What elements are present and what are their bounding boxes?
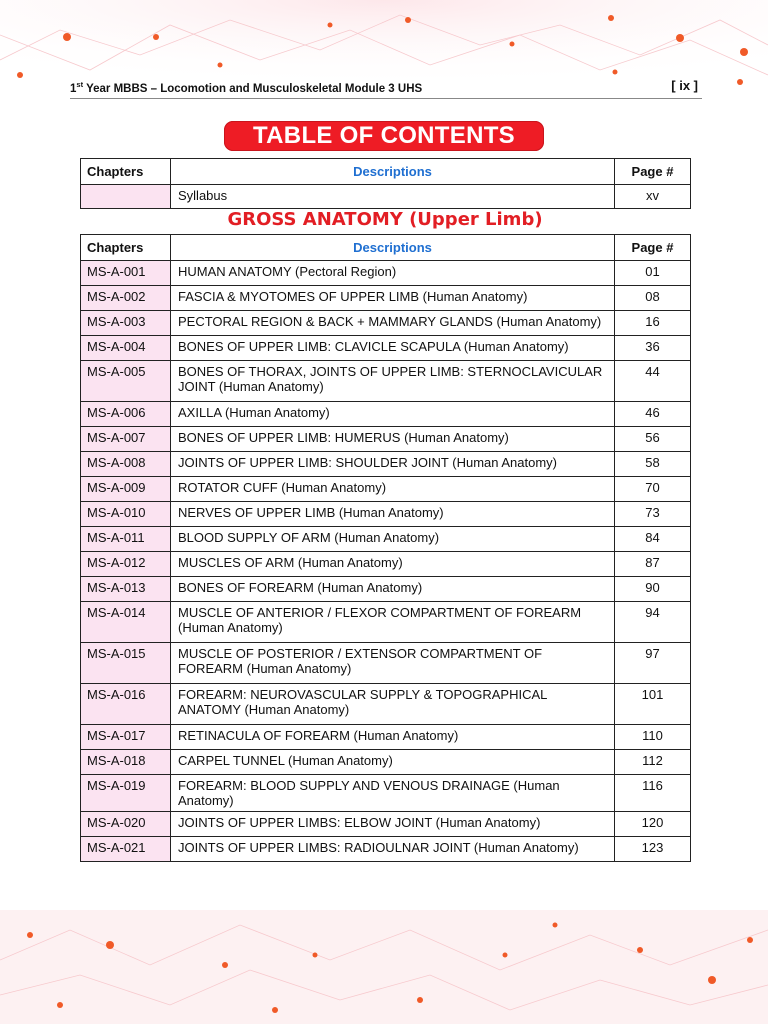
chapter-cell: MS-A-018 bbox=[81, 750, 171, 775]
page-cell: 16 bbox=[615, 311, 691, 336]
chapter-cell: MS-A-016 bbox=[81, 684, 171, 725]
description-cell: CARPEL TUNNEL (Human Anatomy) bbox=[171, 750, 615, 775]
section-title: GROSS ANATOMY (Upper Limb) bbox=[227, 209, 543, 230]
table-row bbox=[81, 812, 691, 837]
table-row bbox=[81, 185, 691, 209]
page-cell: 58 bbox=[615, 452, 691, 477]
page-header bbox=[70, 80, 700, 96]
page-cell: 112 bbox=[615, 750, 691, 775]
page-cell: 70 bbox=[615, 477, 691, 502]
chapter-cell: MS-A-020 bbox=[81, 812, 171, 837]
table-row bbox=[81, 502, 691, 527]
description-cell: Syllabus bbox=[171, 185, 615, 209]
description-cell: BLOOD SUPPLY OF ARM (Human Anatomy) bbox=[171, 527, 615, 552]
description-cell: JOINTS OF UPPER LIMB: SHOULDER JOINT (Human Anatomy) bbox=[171, 452, 615, 477]
table-row bbox=[81, 684, 691, 725]
table-row bbox=[81, 602, 691, 643]
page-cell: 90 bbox=[615, 577, 691, 602]
page-number: [ ix ] bbox=[671, 78, 698, 93]
descriptions-header: Descriptions bbox=[171, 235, 615, 261]
page-cell: 36 bbox=[615, 336, 691, 361]
table-row bbox=[81, 725, 691, 750]
description-cell: RETINACULA OF FOREARM (Human Anatomy) bbox=[171, 725, 615, 750]
chapter-cell: MS-A-002 bbox=[81, 286, 171, 311]
chapter-cell: MS-A-019 bbox=[81, 775, 171, 812]
page-cell: 08 bbox=[615, 286, 691, 311]
table-row bbox=[81, 427, 691, 452]
description-cell: PECTORAL REGION & BACK + MAMMARY GLANDS (Human Anatomy) bbox=[171, 311, 615, 336]
chapter-cell: MS-A-006 bbox=[81, 402, 171, 427]
table-row bbox=[81, 261, 691, 286]
description-cell: FOREARM: NEUROVASCULAR SUPPLY & TOPOGRAPHICAL ANATOMY (Human Anatomy) bbox=[171, 684, 615, 725]
chapter-cell: MS-A-008 bbox=[81, 452, 171, 477]
description-cell: BONES OF UPPER LIMB: HUMERUS (Human Anatomy) bbox=[171, 427, 615, 452]
page-header-cell: Page # bbox=[615, 159, 691, 185]
description-cell: AXILLA (Human Anatomy) bbox=[171, 402, 615, 427]
table-row bbox=[81, 336, 691, 361]
page-cell: 97 bbox=[615, 643, 691, 684]
chapter-cell: MS-A-021 bbox=[81, 837, 171, 862]
page-cell: 87 bbox=[615, 552, 691, 577]
table-row bbox=[81, 527, 691, 552]
table-row bbox=[81, 577, 691, 602]
header-title: 1st Year MBBS – Locomotion and Musculoskeletal Module 3 UHS bbox=[70, 80, 423, 95]
table-row bbox=[81, 775, 691, 812]
page-cell: 123 bbox=[615, 837, 691, 862]
table-row bbox=[81, 452, 691, 477]
chapter-cell bbox=[81, 185, 171, 209]
toc-title: TABLE OF CONTENTS bbox=[224, 121, 544, 151]
contents-table bbox=[80, 234, 691, 862]
intro-table bbox=[80, 158, 691, 209]
table-row bbox=[81, 286, 691, 311]
table-row bbox=[81, 311, 691, 336]
description-cell: HUMAN ANATOMY (Pectoral Region) bbox=[171, 261, 615, 286]
chapter-cell: MS-A-001 bbox=[81, 261, 171, 286]
page-cell: 56 bbox=[615, 427, 691, 452]
header-divider bbox=[70, 98, 702, 99]
chapters-header: Chapters bbox=[81, 159, 171, 185]
table-row bbox=[81, 643, 691, 684]
chapter-cell: MS-A-017 bbox=[81, 725, 171, 750]
table-row bbox=[81, 361, 691, 402]
page-cell: 73 bbox=[615, 502, 691, 527]
chapter-cell: MS-A-012 bbox=[81, 552, 171, 577]
page-cell: xv bbox=[615, 185, 691, 209]
table-row bbox=[81, 477, 691, 502]
description-cell: MUSCLES OF ARM (Human Anatomy) bbox=[171, 552, 615, 577]
page-cell: 116 bbox=[615, 775, 691, 812]
page-header-cell: Page # bbox=[615, 235, 691, 261]
contents-table-header bbox=[81, 235, 691, 261]
table-row bbox=[81, 402, 691, 427]
descriptions-header: Descriptions bbox=[171, 159, 615, 185]
chapter-cell: MS-A-015 bbox=[81, 643, 171, 684]
description-cell: FASCIA & MYOTOMES OF UPPER LIMB (Human Anatomy) bbox=[171, 286, 615, 311]
description-cell: NERVES OF UPPER LIMB (Human Anatomy) bbox=[171, 502, 615, 527]
intro-table-header bbox=[81, 159, 691, 185]
table-row bbox=[81, 837, 691, 862]
page-cell: 84 bbox=[615, 527, 691, 552]
chapter-cell: MS-A-010 bbox=[81, 502, 171, 527]
chapter-cell: MS-A-003 bbox=[81, 311, 171, 336]
chapter-cell: MS-A-011 bbox=[81, 527, 171, 552]
description-cell: FOREARM: BLOOD SUPPLY AND VENOUS DRAINAGE (Human Anatomy) bbox=[171, 775, 615, 812]
chapter-cell: MS-A-013 bbox=[81, 577, 171, 602]
description-cell: JOINTS OF UPPER LIMBS: RADIOULNAR JOINT (Human Anatomy) bbox=[171, 837, 615, 862]
description-cell: MUSCLE OF POSTERIOR / EXTENSOR COMPARTMENT OF FOREARM (Human Anatomy) bbox=[171, 643, 615, 684]
description-cell: BONES OF THORAX, JOINTS OF UPPER LIMB: STERNOCLAVICULAR JOINT (Human Anatomy) bbox=[171, 361, 615, 402]
page-cell: 94 bbox=[615, 602, 691, 643]
page-cell: 101 bbox=[615, 684, 691, 725]
table-row bbox=[81, 552, 691, 577]
description-cell: BONES OF FOREARM (Human Anatomy) bbox=[171, 577, 615, 602]
page-cell: 120 bbox=[615, 812, 691, 837]
chapter-cell: MS-A-005 bbox=[81, 361, 171, 402]
page-cell: 46 bbox=[615, 402, 691, 427]
page-cell: 01 bbox=[615, 261, 691, 286]
description-cell: ROTATOR CUFF (Human Anatomy) bbox=[171, 477, 615, 502]
description-cell: JOINTS OF UPPER LIMBS: ELBOW JOINT (Human Anatomy) bbox=[171, 812, 615, 837]
chapter-cell: MS-A-009 bbox=[81, 477, 171, 502]
description-cell: MUSCLE OF ANTERIOR / FLEXOR COMPARTMENT OF FOREARM (Human Anatomy) bbox=[171, 602, 615, 643]
chapter-cell: MS-A-014 bbox=[81, 602, 171, 643]
chapter-cell: MS-A-004 bbox=[81, 336, 171, 361]
page-cell: 110 bbox=[615, 725, 691, 750]
chapter-cell: MS-A-007 bbox=[81, 427, 171, 452]
chapters-header: Chapters bbox=[81, 235, 171, 261]
description-cell: BONES OF UPPER LIMB: CLAVICLE SCAPULA (Human Anatomy) bbox=[171, 336, 615, 361]
page-cell: 44 bbox=[615, 361, 691, 402]
table-row bbox=[81, 750, 691, 775]
